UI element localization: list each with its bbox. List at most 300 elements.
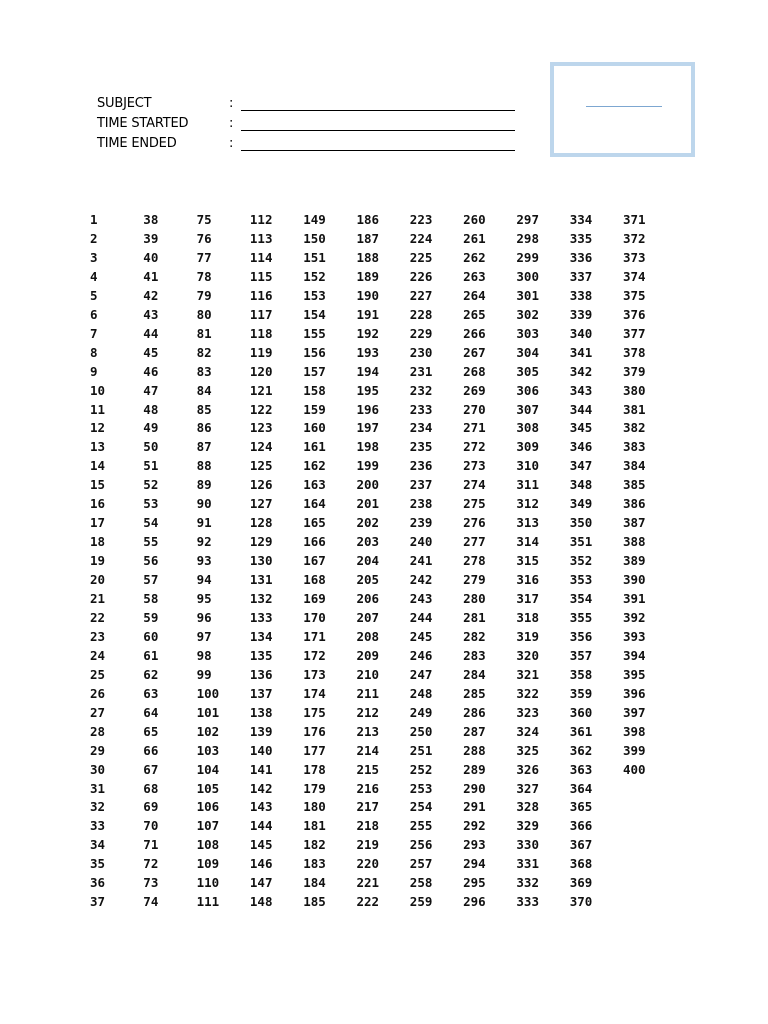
answer-number: 335: [569, 230, 593, 246]
answer-number: 44: [143, 325, 159, 341]
answer-number: 256: [409, 837, 433, 853]
answer-number: 354: [569, 591, 593, 606]
answer-number: 221: [356, 875, 380, 891]
answer-number: 265: [463, 306, 486, 322]
answer-number: 133: [249, 609, 273, 625]
answer-number: 372: [623, 230, 646, 246]
answer-number: 153: [303, 287, 326, 303]
answer-number: 5: [90, 287, 98, 303]
answer-number: 173: [303, 666, 326, 682]
answer-number: 113: [249, 230, 273, 246]
answer-number: 84: [196, 382, 212, 398]
answer-number: 283: [463, 647, 486, 663]
time-ended-label: TIME ENDED: [97, 136, 177, 151]
answer-number: 323: [516, 704, 539, 720]
answer-number: 59: [143, 609, 159, 625]
answer-number: 303: [516, 325, 539, 341]
answer-number: 279: [463, 572, 486, 588]
answer-number: 28: [90, 723, 106, 739]
answer-number: 237: [409, 477, 433, 493]
answer-number: 43: [143, 306, 159, 322]
answer-number: 63: [143, 685, 159, 701]
answer-number: 347: [569, 458, 593, 474]
answer-number: 343: [569, 382, 593, 398]
answer-number: 122: [249, 401, 273, 417]
answer-number: 154: [303, 306, 326, 322]
answer-number: 134: [249, 628, 273, 644]
answer-number: 355: [569, 609, 593, 625]
answer-number: 215: [356, 761, 380, 777]
answer-number: 321: [516, 666, 539, 682]
time-ended-field: [97, 134, 517, 154]
answer-number: 318: [516, 609, 539, 625]
answer-number: 326: [516, 761, 539, 777]
answer-number: 373: [623, 249, 646, 265]
answer-number: 70: [143, 818, 159, 834]
answer-number: 344: [569, 401, 593, 417]
answer-number: 126: [249, 477, 273, 493]
answer-number: 222: [356, 894, 380, 910]
answer-number: 101: [196, 704, 220, 720]
answer-number: 64: [143, 704, 159, 720]
answer-number: 329: [516, 818, 539, 834]
time-started-colon: :: [229, 116, 234, 131]
answer-number: 199: [356, 458, 380, 474]
answer-number: 310: [516, 458, 539, 474]
answer-number: 85: [196, 401, 212, 417]
answer-number: 79: [196, 287, 212, 303]
answer-number: 58: [143, 591, 159, 606]
answer-number: 241: [409, 553, 433, 569]
answer-number: 388: [623, 534, 646, 550]
answer-number: 169: [303, 591, 326, 606]
answer-number: 254: [409, 799, 433, 815]
answer-number: 146: [249, 856, 273, 872]
answer-number: 380: [623, 382, 646, 398]
answer-number: 53: [143, 496, 159, 512]
answer-number: 305: [516, 363, 539, 379]
answer-number: 331: [516, 856, 539, 872]
answer-number: 324: [516, 723, 539, 739]
answer-number: 274: [463, 477, 486, 493]
answer-number: 267: [463, 344, 486, 360]
answer-number: 22: [90, 609, 106, 625]
answer-number: 123: [249, 420, 273, 436]
answer-number: 179: [303, 780, 326, 796]
answer-number: 46: [143, 363, 159, 379]
answer-number: 4: [90, 268, 98, 284]
answer-number: 381: [623, 401, 646, 417]
answer-number: 240: [409, 534, 433, 550]
answer-number: 243: [409, 591, 433, 606]
subject-colon: :: [229, 96, 234, 111]
answer-number: 23: [90, 628, 106, 644]
answer-number: 236: [409, 458, 433, 474]
answer-number: 397: [623, 704, 646, 720]
time-started-input-line[interactable]: [241, 130, 515, 131]
answer-number: 229: [409, 325, 433, 341]
answer-number: 316: [516, 572, 539, 588]
answer-number: 2: [90, 230, 98, 246]
answer-number: 307: [516, 401, 539, 417]
answer-number: 143: [249, 799, 273, 815]
answer-number: 18: [90, 534, 106, 550]
answer-number: 27: [90, 704, 106, 720]
answer-number: 332: [516, 875, 539, 891]
answer-number: 95: [196, 591, 212, 606]
answer-number: 298: [516, 230, 539, 246]
answer-number: 197: [356, 420, 380, 436]
answer-number: 399: [623, 742, 646, 758]
answer-number: 61: [143, 647, 159, 663]
answer-number: 69: [143, 799, 159, 815]
answer-number: 163: [303, 477, 326, 493]
answer-number: 98: [196, 647, 212, 663]
answer-number: 157: [303, 363, 326, 379]
answer-number: 289: [463, 761, 486, 777]
answer-number: 362: [569, 742, 593, 758]
answer-number: 342: [569, 363, 593, 379]
answer-number: 37: [90, 894, 106, 910]
answer-number: 340: [569, 325, 593, 341]
answer-number: 262: [463, 249, 486, 265]
answer-number: 379: [623, 363, 646, 379]
answer-number: 30: [90, 761, 106, 777]
answer-number: 348: [569, 477, 593, 493]
answer-number: 190: [356, 287, 380, 303]
answer-number: 26: [90, 685, 106, 701]
answer-number: 253: [409, 780, 433, 796]
answer-number: 363: [569, 761, 593, 777]
answer-number: 258: [409, 875, 433, 891]
answer-number: 49: [143, 420, 159, 436]
answer-number: 177: [303, 742, 326, 758]
answer-number: 313: [516, 515, 539, 531]
time-started-label: TIME STARTED: [97, 116, 189, 131]
answer-number: 314: [516, 534, 539, 550]
answer-number: 257: [409, 856, 433, 872]
answer-number: 19: [90, 553, 106, 569]
score-line[interactable]: [586, 106, 662, 107]
answer-number: 182: [303, 837, 326, 853]
answer-number: 290: [463, 780, 486, 796]
answer-number: 141: [249, 761, 273, 777]
answer-number: 297: [516, 212, 539, 227]
answer-number: 3: [90, 249, 98, 265]
answer-number: 300: [516, 268, 539, 284]
answer-number: 186: [356, 212, 380, 227]
answer-number: 34: [90, 837, 106, 853]
answer-number: 249: [409, 704, 433, 720]
answer-number: 35: [90, 856, 106, 872]
answer-number: 295: [463, 875, 486, 891]
answer-number: 97: [196, 628, 212, 644]
answer-number: 244: [409, 609, 433, 625]
answer-number: 92: [196, 534, 212, 550]
answer-number: 365: [569, 799, 593, 815]
answer-number: 135: [249, 647, 273, 663]
answer-number: 121: [249, 382, 273, 398]
answer-number: 73: [143, 875, 159, 891]
answer-number: 100: [196, 685, 220, 701]
answer-number: 251: [409, 742, 433, 758]
answer-number: 312: [516, 496, 539, 512]
answer-number: 33: [90, 818, 106, 834]
answer-number: 60: [143, 628, 159, 644]
answer-number: 261: [463, 230, 486, 246]
answer-number: 264: [463, 287, 486, 303]
answer-number: 55: [143, 534, 159, 550]
answer-number: 75: [196, 212, 212, 227]
answer-number: 78: [196, 268, 212, 284]
time-started-field: [97, 114, 517, 134]
time-ended-colon: :: [229, 136, 234, 151]
answer-number: 83: [196, 363, 212, 379]
answer-number: 294: [463, 856, 486, 872]
answer-number: 273: [463, 458, 486, 474]
answer-number: 396: [623, 685, 646, 701]
answer-number: 65: [143, 723, 159, 739]
answer-number: 368: [569, 856, 593, 872]
answer-number: 164: [303, 496, 326, 512]
answer-number: 40: [143, 249, 159, 265]
answer-number: 206: [356, 591, 380, 606]
answer-number: 82: [196, 344, 212, 360]
answer-number: 117: [249, 306, 273, 322]
answer-number: 390: [623, 572, 646, 588]
answer-number: 115: [249, 268, 273, 284]
answer-number: 374: [623, 268, 646, 284]
answer-number: 159: [303, 401, 326, 417]
answer-number: 232: [409, 382, 433, 398]
answer-number: 360: [569, 704, 593, 720]
answer-number: 250: [409, 723, 433, 739]
answer-number: 292: [463, 818, 486, 834]
answer-number: 341: [569, 344, 593, 360]
answer-number: 183: [303, 856, 326, 872]
answer-number: 268: [463, 363, 486, 379]
answer-number: 277: [463, 534, 486, 550]
answer-number: 21: [90, 591, 106, 606]
answer-number: 207: [356, 609, 380, 625]
answer-number: 8: [90, 344, 98, 360]
answer-number: 208: [356, 628, 380, 644]
answer-number: 168: [303, 572, 326, 588]
answer-number: 196: [356, 401, 380, 417]
answer-number: 188: [356, 249, 380, 265]
answer-number: 385: [623, 477, 646, 493]
answer-number: 225: [409, 249, 433, 265]
answer-number: 42: [143, 287, 159, 303]
answer-number: 11: [90, 401, 106, 417]
answer-number: 367: [569, 837, 593, 853]
answer-number: 266: [463, 325, 486, 341]
answer-number: 130: [249, 553, 273, 569]
answer-number: 339: [569, 306, 593, 322]
answer-number: 80: [196, 306, 212, 322]
answer-number: 36: [90, 875, 106, 891]
answer-number: 378: [623, 344, 646, 360]
answer-number: 155: [303, 325, 326, 341]
answer-number: 140: [249, 742, 273, 758]
answer-number: 38: [143, 212, 159, 227]
answer-number: 81: [196, 325, 212, 341]
answer-number: 263: [463, 268, 486, 284]
answer-number: 187: [356, 230, 380, 246]
answer-number: 391: [623, 591, 646, 606]
answer-number: 191: [356, 306, 380, 322]
answer-number: 228: [409, 306, 433, 322]
answer-number: 86: [196, 420, 212, 436]
answer-number: 139: [249, 723, 273, 739]
answer-number: 25: [90, 666, 106, 682]
answer-number: 142: [249, 780, 273, 796]
answer-number: 56: [143, 553, 159, 569]
answer-number: 120: [249, 363, 273, 379]
answer-number: 276: [463, 515, 486, 531]
answer-number: 124: [249, 439, 273, 455]
answer-number: 349: [569, 496, 593, 512]
answer-number: 345: [569, 420, 593, 436]
answer-number: 9: [90, 363, 98, 379]
answer-number: 15: [90, 477, 106, 493]
answer-number: 147: [249, 875, 273, 891]
answer-number: 280: [463, 591, 486, 606]
answer-number: 260: [463, 212, 486, 227]
answer-number: 269: [463, 382, 486, 398]
answer-number: 227: [409, 287, 433, 303]
answer-number: 114: [249, 249, 273, 265]
answer-number: 137: [249, 685, 273, 701]
answer-number: 89: [196, 477, 212, 493]
answer-number: 231: [409, 363, 433, 379]
answer-number: 68: [143, 780, 159, 796]
answer-number: 132: [249, 591, 273, 606]
answer-number: 400: [623, 761, 646, 777]
score-box: [550, 62, 695, 157]
answer-number: 138: [249, 704, 273, 720]
answer-number: 242: [409, 572, 433, 588]
answer-number: 77: [196, 249, 212, 265]
answer-number: 166: [303, 534, 326, 550]
answer-number: 41: [143, 268, 159, 284]
answer-number: 301: [516, 287, 539, 303]
answer-number: 203: [356, 534, 380, 550]
answer-number: 96: [196, 609, 212, 625]
answer-number: 172: [303, 647, 326, 663]
answer-number: 218: [356, 818, 380, 834]
answer-number: 356: [569, 628, 593, 644]
answer-number: 31: [90, 780, 106, 796]
answer-number: 371: [623, 212, 646, 227]
answer-number: 233: [409, 401, 433, 417]
answer-number: 322: [516, 685, 539, 701]
answer-number: 144: [249, 818, 273, 834]
answer-number: 149: [303, 212, 326, 227]
answer-number: 282: [463, 628, 486, 644]
answer-number: 293: [463, 837, 486, 853]
answer-number: 112: [249, 212, 273, 227]
answer-number: 247: [409, 666, 433, 682]
subject-input-line[interactable]: [241, 110, 515, 111]
answer-number: 32: [90, 799, 106, 815]
answer-number: 230: [409, 344, 433, 360]
answer-number: 107: [196, 818, 220, 834]
answer-number: 255: [409, 818, 433, 834]
answer-number: 198: [356, 439, 380, 455]
answer-number: 333: [516, 894, 539, 910]
answer-number: 211: [356, 685, 380, 701]
answer-number: 336: [569, 249, 593, 265]
answer-number: 272: [463, 439, 486, 455]
answer-number: 306: [516, 382, 539, 398]
answer-number: 76: [196, 230, 212, 246]
answer-number: 395: [623, 666, 646, 682]
answer-number: 357: [569, 647, 593, 663]
answer-number: 328: [516, 799, 539, 815]
answer-number: 224: [409, 230, 433, 246]
answer-number: 234: [409, 420, 433, 436]
answer-number: 52: [143, 477, 159, 493]
answer-number: 91: [196, 515, 212, 531]
answer-number: 150: [303, 230, 326, 246]
answer-number: 252: [409, 761, 433, 777]
answer-number: 110: [196, 875, 220, 891]
answer-number: 382: [623, 420, 646, 436]
answer-number: 394: [623, 647, 646, 663]
answer-number: 54: [143, 515, 159, 531]
answer-number: 304: [516, 344, 539, 360]
answer-number: 223: [409, 212, 433, 227]
answer-number: 167: [303, 553, 326, 569]
answer-number: 386: [623, 496, 646, 512]
answer-number: 384: [623, 458, 646, 474]
answer-number: 119: [249, 344, 273, 360]
answer-number: 271: [463, 420, 486, 436]
answer-number: 24: [90, 647, 106, 663]
answer-number: 370: [569, 894, 593, 910]
answer-number: 94: [196, 572, 212, 588]
answer-number: 66: [143, 742, 159, 758]
answer-number: 352: [569, 553, 593, 569]
answer-number: 216: [356, 780, 380, 796]
answer-number: 102: [196, 723, 220, 739]
answer-number: 90: [196, 496, 212, 512]
answer-number: 17: [90, 515, 106, 531]
answer-number: 338: [569, 287, 593, 303]
answer-number: 353: [569, 572, 593, 588]
answer-number: 389: [623, 553, 646, 569]
subject-field: [97, 94, 517, 114]
answer-number: 226: [409, 268, 433, 284]
answer-number: 200: [356, 477, 380, 493]
answer-number: 350: [569, 515, 593, 531]
answer-number: 202: [356, 515, 380, 531]
time-ended-input-line[interactable]: [241, 150, 515, 151]
answer-number: 12: [90, 420, 106, 436]
answer-number: 246: [409, 647, 433, 663]
answer-number: 278: [463, 553, 486, 569]
answer-number: 195: [356, 382, 380, 398]
answer-number: 204: [356, 553, 380, 569]
answer-number: 88: [196, 458, 212, 474]
answer-number: 212: [356, 704, 380, 720]
answer-number: 275: [463, 496, 486, 512]
answer-number: 270: [463, 401, 486, 417]
answer-number: 178: [303, 761, 326, 777]
answer-number: 369: [569, 875, 593, 891]
answer-number: 71: [143, 837, 159, 853]
